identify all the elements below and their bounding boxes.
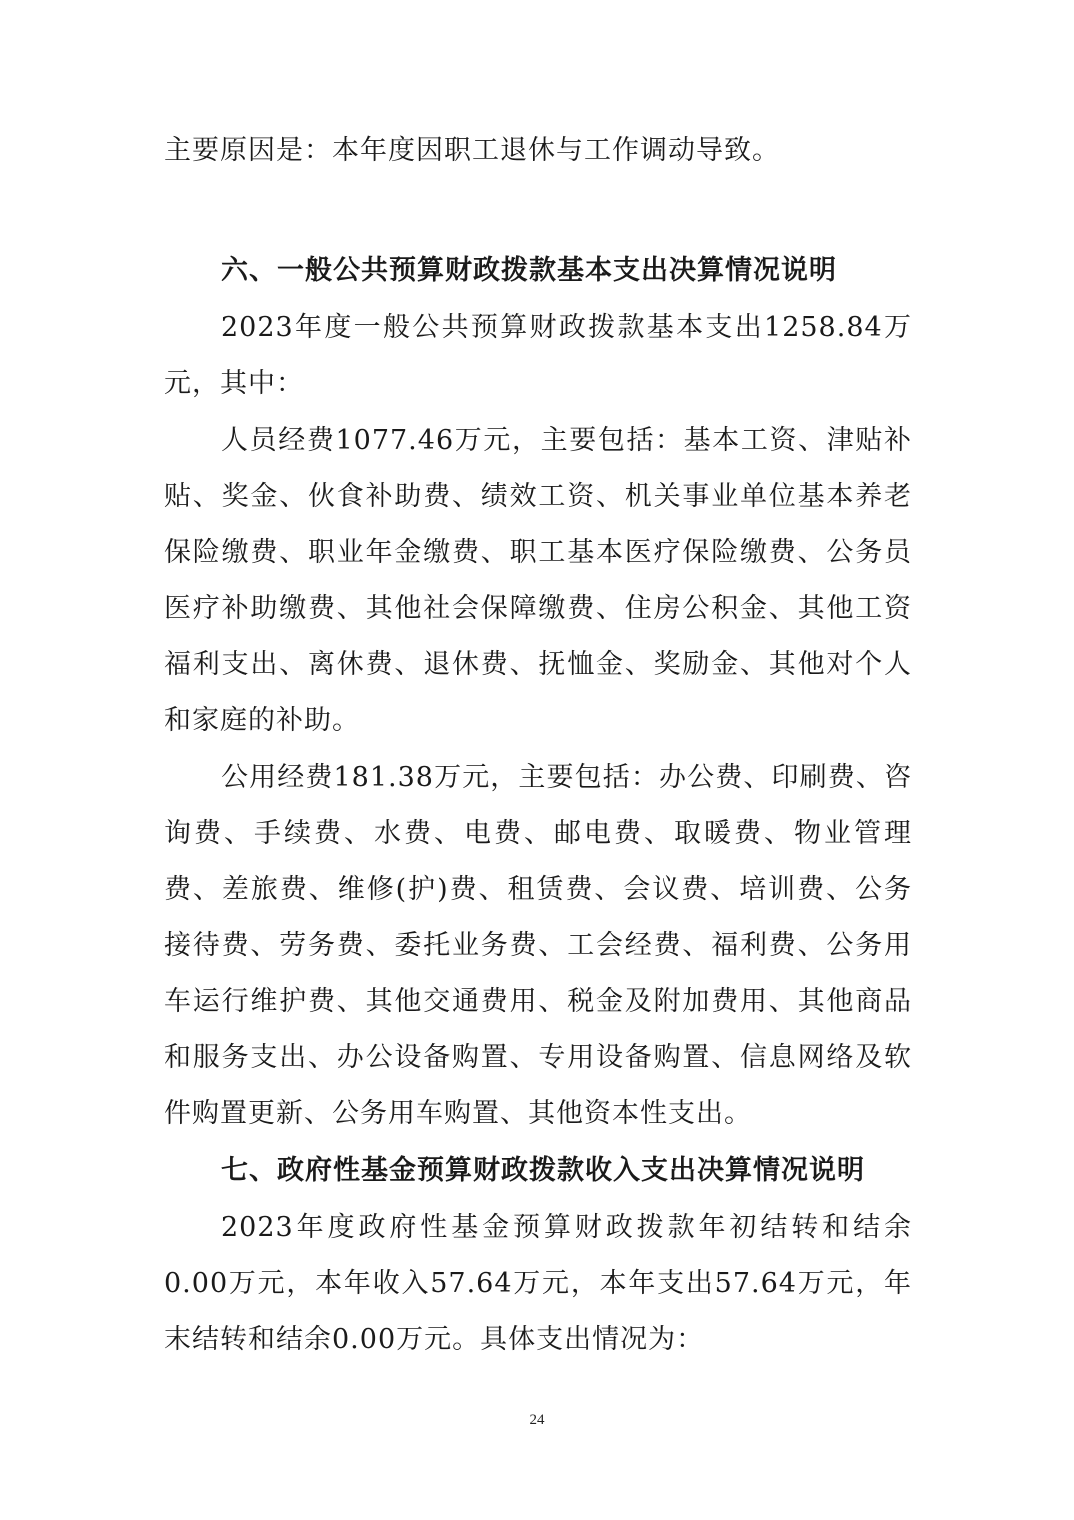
section-six-heading: 六、一般公共预算财政拨款基本支出决算情况说明 — [221, 255, 837, 286]
personnel-expense-paragraph: 人员经费1077.46万元，主要包括：基本工资、津贴补贴、奖金、伙食补助费、绩效工资、机关事业单位基本养老保险缴费、职业年金缴费、职工基本医疗保险缴费、公务员医疗补助缴费、其他社会保障缴费、住房公积金、其他工资福利支出、离休费、退休费、抚恤金、奖励金、其他对个人和家庭的补助。 — [164, 425, 912, 736]
page-number: 24 — [529, 1412, 545, 1428]
section-seven-heading: 七、政府性基金预算财政拨款收入支出决算情况说明 — [221, 1155, 865, 1186]
public-expense-paragraph: 公用经费181.38万元，主要包括：办公费、印刷费、咨询费、手续费、水费、电费、邮电费、取暖费、物业管理费、差旅费、维修(护)费、租赁费、会议费、培训费、公务接待费、劳务费、委托业务费、工会经费、福利费、公务用车运行维护费、其他交通费用、税金及附加费用、其他商品和服务支出、办公设备购置、专用设备购置、信息网络及软件购置更新、公务用车购置、其他资本性支出。 — [164, 762, 912, 1129]
basic-expense-total-paragraph: 2023年度一般公共预算财政拨款基本支出1258.84万元，其中： — [164, 312, 912, 399]
fund-budget-paragraph: 2023年度政府性基金预算财政拨款年初结转和结余0.00万元，本年收入57.64万元，本年支出57.64万元，年末结转和结余0.00万元。具体支出情况为： — [164, 1212, 912, 1355]
reason-paragraph: 主要原因是：本年度因职工退休与工作调动导致。 — [164, 135, 780, 166]
